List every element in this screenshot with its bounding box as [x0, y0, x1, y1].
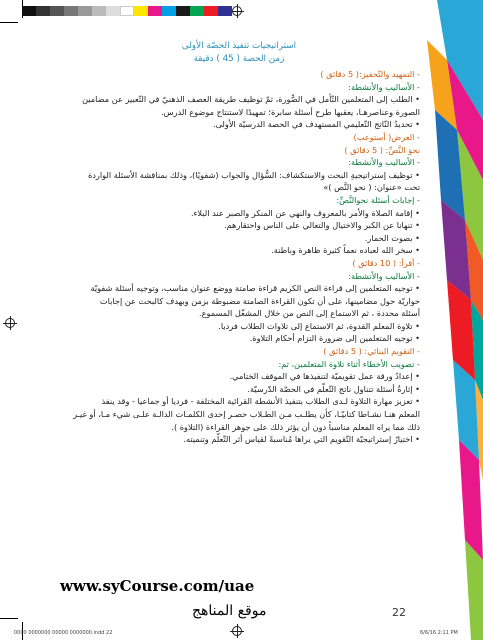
text-line: حواريّة حول مضامينها، على أن تكون القراءة الصامتة مضبوطة بزمن وبهدف كالبحث عن إجابات	[99, 295, 420, 306]
decorative-side-shapes	[427, 0, 483, 640]
text-line: • الطلب إلى المتعلمين التّأمل في الصُّورة، ثمّ توظيف طريقة العصف الذهنيّ في التّعبير عن مضامين	[58, 93, 420, 106]
text-line: • توظيف إستراتيجيةِ البحث والاستكشاف: السُّؤال والجواب (شفويًا)، وذلك بمناقشة الأسئلة الواردة	[58, 169, 420, 182]
section-heading: - العرض( أستوعب)	[353, 131, 420, 142]
print-slug-date: 6/6/16 2:11 PM	[420, 630, 458, 636]
lesson-body	[58, 68, 420, 446]
text-line: • تحديدُ النّاتج التّعليمي المستهدف في الحصة الدرسيّة الأولى.	[58, 118, 420, 131]
subsection-heading: - الأساليب والأنشطة:	[348, 270, 420, 281]
page-number: 22	[392, 606, 406, 619]
registration-mark	[232, 626, 242, 636]
registration-mark	[5, 318, 15, 328]
lesson-title: استراتيجيات تنفيذ الحصّة الأولى	[181, 41, 297, 51]
printer-color-bar	[22, 6, 232, 16]
section-heading: - التمهيد والتّحفيز:( 5 دقائق )	[320, 69, 420, 79]
section-heading: نحوَ النَّصِّ: ( 5 دقائق )	[344, 144, 420, 155]
lesson-content	[58, 40, 420, 446]
registration-mark	[232, 6, 242, 16]
text-line: المعلم هنـا نشـاطا كتابيّـا، كأن يطلـب مـن الطـلاب حصـر إحدى الكلمـات الدالـة علـى شيء مـا، أو غيـر	[73, 409, 420, 420]
text-line: ذلك مما يراه المعلم مناسباً دون أن يؤثر ذلك على جوهر القراءة (التلاوة ).	[171, 421, 420, 432]
text-line: • تنهانا عن الكبر والاختيال والتعالي على الناس واحتقارهم.	[58, 219, 420, 232]
subsection-heading: - الأساليب والأنشطة:	[348, 157, 420, 168]
text-line: • اختيارُ إستراتيجيّة التّقويم التي يراها مُناسبةً لقياس أثر التّعلّم وتنميته.	[58, 433, 420, 446]
text-line: • بصوت الحمار.	[58, 232, 420, 245]
text-line: • إثارةُ أسئلة تتناول ناتج التّعلّم في الحصّة الدّرسيّة.	[58, 383, 420, 396]
text-line: • توجيه المتعلمين إلى قراءة النص الكريم قراءة صامتة ووضع عنوان مناسب، وتوجيه أسئلة شفويّة	[58, 282, 420, 295]
text-line: • توجيه المتعلمين إلى ضرورة التزام أحكام التلاوة.	[58, 332, 420, 345]
text-line: أسئلة محددة ، ثم الاستماع إلى النص من خلال المشغّل المسموع.	[199, 308, 420, 319]
text-line: • تعزيز مهارة التلاوة لـدى الطلاب بتنفيذ الأنشطة القرائية المختلفة - فرديا أو جماعيا - وقد ينفذ	[58, 395, 420, 408]
crop-mark	[0, 618, 18, 619]
text-line: الصورة وعناصرهـا، يعقبها طرح أسئلة سابرة؛ تمهيدًا لاستنتاج موضوع الدرس.	[161, 106, 420, 117]
section-heading: - التقويم البنائي: ( 5 دقائق )	[323, 346, 420, 357]
crop-mark	[0, 22, 18, 23]
lesson-duration: زمن الحصة ( 45 ) دقيقة	[193, 54, 285, 64]
subsection-heading: - الأساليب والأنشطة:	[348, 81, 420, 92]
footer-url[interactable]: www.syCourse.com/uae	[60, 577, 255, 595]
section-heading: - أقرأ: ( 10 دقائق )	[352, 257, 420, 268]
text-line: • إعدادُ ورقة عمل تقويميّة لتنفيذها في الموقف الختامي.	[58, 370, 420, 383]
print-slug-file: 0000 0000000 00000 0000000.indd 22	[14, 630, 113, 636]
footer-site-name: موقع المناهج	[192, 603, 267, 619]
text-line: • سخر الله لعباده نعماً كثيرة ظاهرة وباطنة.	[58, 244, 420, 257]
subsection-heading: - إجابات أسئلة نحوالنَّصِّ:	[336, 194, 420, 205]
text-line: تحت «عنوان: ( نحو النَّص )»	[323, 182, 420, 193]
subsection-heading: - تصويب الأخطاء أثناء تلاوة المتعلمين، ثم:	[278, 358, 420, 369]
text-line: • إقامة الصلاة والأمر بالمعروف والنهي عن المنكر والصبر عند البلاء.	[58, 207, 420, 220]
text-line: • تلاوة المعلم القدوة، ثم الاستماع إلى تلاوات الطلاب فرديا.	[58, 320, 420, 333]
